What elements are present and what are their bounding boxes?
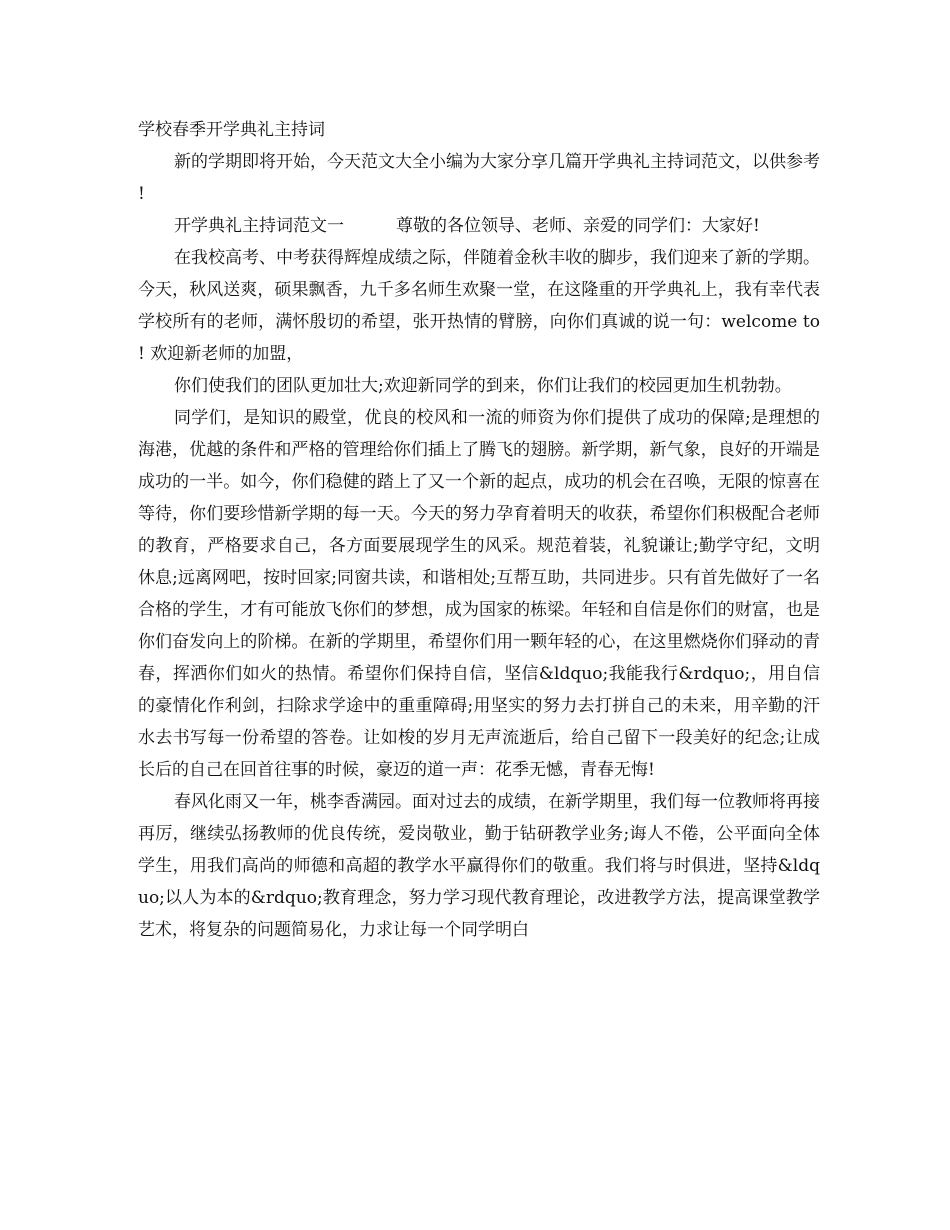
intro-paragraph: 新的学期即将开始，今天范文大全小编为大家分享几篇开学典礼主持词范文，以供参考! bbox=[138, 152, 820, 204]
section-heading-line bbox=[138, 210, 820, 242]
body-paragraph: 在我校高考、中考获得辉煌成绩之际，伴随着金秋丰收的脚步，我们迎来了新的学期。今天，秋风送爽，硕果飘香，九千多名师生欢聚一堂，在这隆重的开学典礼上，我有幸代表学校所有的老师，满怀殷切的希望，张开热情的臂膀，向你们真诚的说一句：welcome to ! 欢迎新老师的加盟， bbox=[138, 248, 820, 364]
section-heading: 开学典礼主持词范文一 bbox=[174, 216, 344, 236]
body-paragraph: 你们使我们的团队更加壮大;欢迎新同学的到来，你们让我们的校园更加生机勃勃。 bbox=[174, 376, 792, 396]
document-body bbox=[138, 114, 820, 946]
greeting: 尊敬的各位领导、老师、亲爱的同学们：大家好! bbox=[396, 216, 760, 236]
body-paragraph: 春风化雨又一年，桃李香满园。面对过去的成绩，在新学期里，我们每一位教师将再接再厉，继续弘扬教师的优良传统，爱岗敬业，勤于钻研教学业务;诲人不倦，公平面向全体学生，用我们高尚的师德和高超的教学水平赢得你们的敬重。我们将与时俱进，坚持&ldquo;以人为本的&rdquo;教育理念，努力学习现代教育理论，改进教学方法，提高课堂教学艺术，将复杂的问题简易化，力求让每一个同学明白 bbox=[138, 792, 820, 940]
document-title: 学校春季开学典礼主持词 bbox=[138, 120, 325, 140]
body-paragraph: 同学们，是知识的殿堂，优良的校风和一流的师资为你们提供了成功的保障;是理想的海港，优越的条件和严格的管理给你们插上了腾飞的翅膀。新学期，新气象，良好的开端是成功的一半。如今，你们稳健的踏上了又一个新的起点，成功的机会在召唤，无限的惊喜在等待，你们要珍惜新学期的每一天。今天的努力孕育着明天的收获，希望你们积极配合老师的教育，严格要求自己，各方面要展现学生的风采。规范着装，礼貌谦让;勤学守纪，文明休息;远离网吧，按时回家;同窗共读，和谐相处;互帮互助，共同进步。只有首先做好了一名合格的学生，才有可能放飞你们的梦想，成为国家的栋梁。年轻和自信是你们的财富，也是你们奋发向上的阶梯。在新的学期里，希望你们用一颗年轻的心，在这里燃烧你们驿动的青春，挥洒你们如火的热情。希望你们保持自信，坚信&ldquo;我能我行&rdquo;，用自信的豪情化作利剑，扫除求学途中的重重障碍;用坚实的努力去打拼自己的未来，用辛勤的汗水去书写每一份希望的答卷。让如梭的岁月无声流逝后，给自己留下一段美好的纪念;让成长后的自己在回首往事的时候，豪迈的道一声：花季无憾，青春无悔! bbox=[138, 408, 820, 780]
